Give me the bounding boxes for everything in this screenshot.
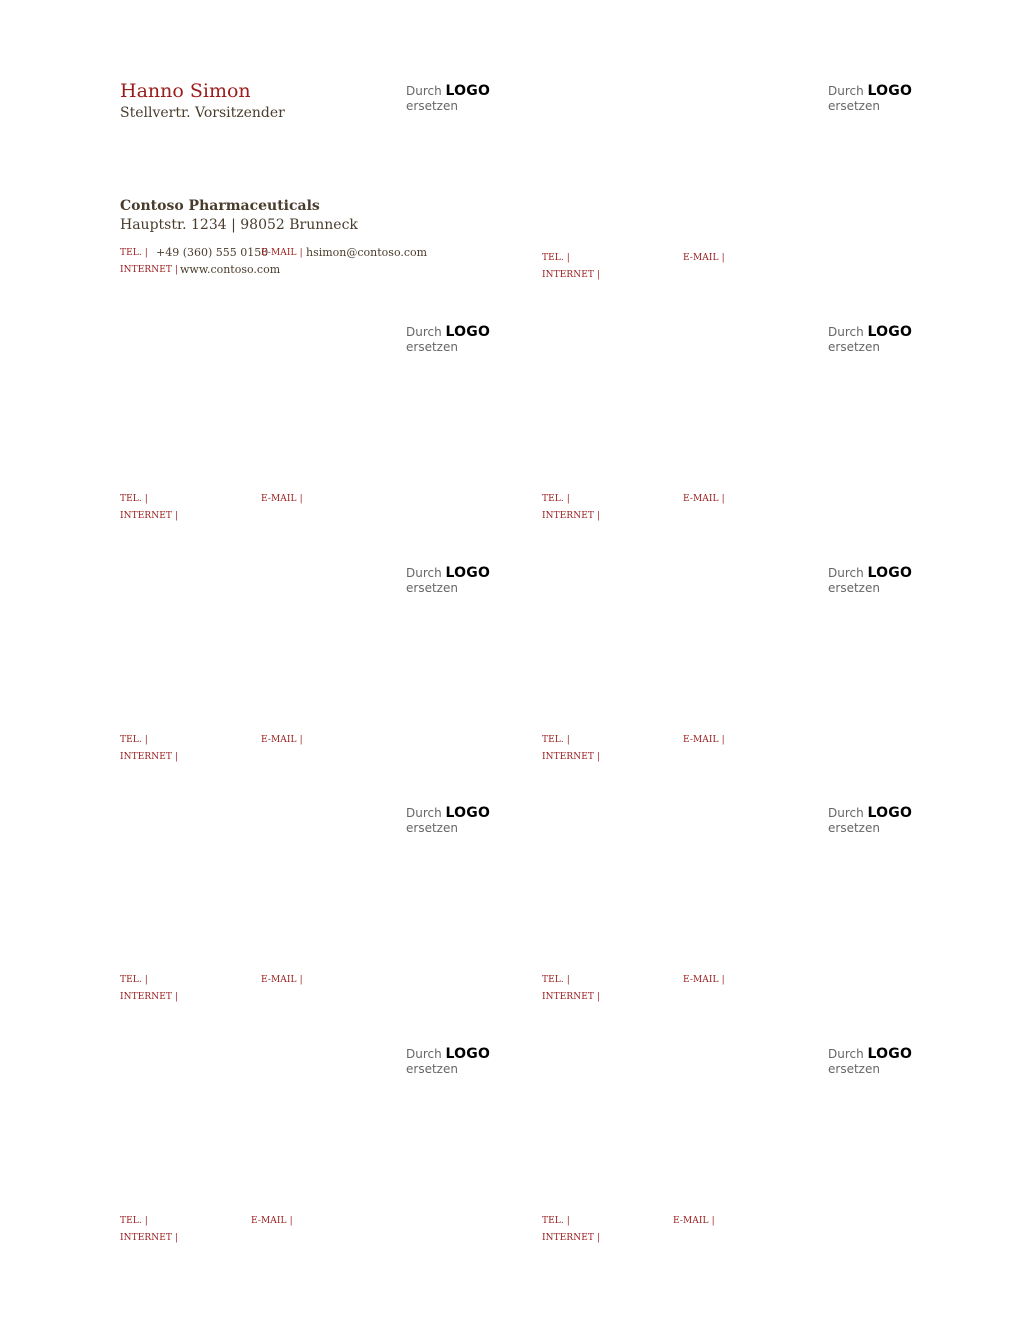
internet-label: INTERNET | <box>542 511 601 521</box>
email-label: E-MAIL | <box>261 975 303 985</box>
logo-word: LOGO <box>867 83 913 99</box>
business-card-6 <box>542 560 952 801</box>
card-company: Contoso Pharmaceuticals <box>120 198 320 214</box>
email-label: E-MAIL | <box>683 735 725 745</box>
card-address: Hauptstr. 1234 | 98052 Brunneck <box>120 217 358 233</box>
logo-placeholder <box>406 806 490 836</box>
internet-label: INTERNET | <box>542 752 601 762</box>
tel-label: TEL. | <box>542 975 570 985</box>
email-label: E-MAIL | <box>261 248 303 258</box>
logo-prefix: Durch <box>828 325 864 339</box>
card-contact-block <box>542 492 942 532</box>
logo-prefix: Durch <box>828 84 864 98</box>
internet-label: INTERNET | <box>120 992 179 1002</box>
email-label: E-MAIL | <box>261 494 303 504</box>
card-name: Hanno Simon <box>120 80 251 102</box>
logo-suffix: ersetzen <box>828 581 880 595</box>
logo-prefix: Durch <box>406 325 442 339</box>
card-contact-block <box>542 1214 942 1254</box>
logo-word: LOGO <box>867 565 913 581</box>
business-card-3 <box>120 319 530 560</box>
logo-prefix: Durch <box>406 566 442 580</box>
tel-label: TEL. | <box>120 494 148 504</box>
card-contact-block <box>542 973 942 1013</box>
logo-placeholder <box>828 325 912 355</box>
internet-label: INTERNET | <box>542 1233 601 1243</box>
card-contact-block <box>542 733 942 773</box>
tel-label: TEL. | <box>542 253 570 263</box>
tel-label: TEL. | <box>542 494 570 504</box>
logo-word: LOGO <box>445 83 491 99</box>
logo-suffix: ersetzen <box>828 821 880 835</box>
logo-placeholder <box>406 325 490 355</box>
email-label: E-MAIL | <box>683 494 725 504</box>
logo-placeholder <box>828 1047 912 1077</box>
logo-prefix: Durch <box>406 84 442 98</box>
logo-suffix: ersetzen <box>406 581 458 595</box>
internet-label: INTERNET | <box>120 752 179 762</box>
card-contact-block <box>120 1214 520 1254</box>
logo-word: LOGO <box>445 324 491 340</box>
logo-word: LOGO <box>445 805 491 821</box>
logo-suffix: ersetzen <box>828 340 880 354</box>
logo-placeholder <box>828 566 912 596</box>
logo-placeholder <box>828 806 912 836</box>
email-label: E-MAIL | <box>683 253 725 263</box>
logo-suffix: ersetzen <box>406 821 458 835</box>
business-card-4 <box>542 319 952 560</box>
email-value: hsimon@contoso.com <box>306 246 428 259</box>
card-contact-block <box>542 251 942 291</box>
logo-suffix: ersetzen <box>828 1062 880 1076</box>
email-label: E-MAIL | <box>673 1216 715 1226</box>
card-contact-block <box>120 492 520 532</box>
logo-word: LOGO <box>445 1046 491 1062</box>
logo-placeholder <box>406 84 490 114</box>
business-card-8 <box>542 800 952 1041</box>
logo-suffix: ersetzen <box>828 99 880 113</box>
internet-label: INTERNET | <box>542 270 601 280</box>
logo-word: LOGO <box>867 1046 913 1062</box>
logo-suffix: ersetzen <box>406 340 458 354</box>
internet-label: INTERNET | <box>120 265 179 275</box>
business-card-2 <box>542 78 952 319</box>
tel-label: TEL. | <box>120 975 148 985</box>
logo-prefix: Durch <box>828 566 864 580</box>
business-card-9 <box>120 1041 530 1282</box>
logo-prefix: Durch <box>828 1047 864 1061</box>
logo-word: LOGO <box>867 805 913 821</box>
business-card-1 <box>120 78 530 319</box>
tel-label: TEL. | <box>120 248 148 258</box>
tel-label: TEL. | <box>120 1216 148 1226</box>
logo-suffix: ersetzen <box>406 99 458 113</box>
internet-label: INTERNET | <box>120 511 179 521</box>
logo-prefix: Durch <box>406 806 442 820</box>
tel-label: TEL. | <box>542 1216 570 1226</box>
tel-label: TEL. | <box>120 735 148 745</box>
logo-prefix: Durch <box>406 1047 442 1061</box>
internet-value: www.contoso.com <box>180 263 281 276</box>
card-contact-block <box>120 973 520 1013</box>
internet-label: INTERNET | <box>120 1233 179 1243</box>
logo-word: LOGO <box>867 324 913 340</box>
email-label: E-MAIL | <box>683 975 725 985</box>
business-card-7 <box>120 800 530 1041</box>
business-card-5 <box>120 560 530 801</box>
tel-label: TEL. | <box>542 735 570 745</box>
logo-placeholder <box>406 1047 490 1077</box>
internet-label: INTERNET | <box>542 992 601 1002</box>
logo-placeholder <box>828 84 912 114</box>
business-card-10 <box>542 1041 952 1282</box>
logo-word: LOGO <box>445 565 491 581</box>
tel-value: +49 (360) 555 0150 <box>156 246 269 259</box>
logo-placeholder <box>406 566 490 596</box>
logo-suffix: ersetzen <box>406 1062 458 1076</box>
card-job-title: Stellvertr. Vorsitzender <box>120 105 285 121</box>
logo-prefix: Durch <box>828 806 864 820</box>
email-label: E-MAIL | <box>251 1216 293 1226</box>
card-contact-block <box>120 246 520 286</box>
card-contact-block <box>120 733 520 773</box>
email-label: E-MAIL | <box>261 735 303 745</box>
